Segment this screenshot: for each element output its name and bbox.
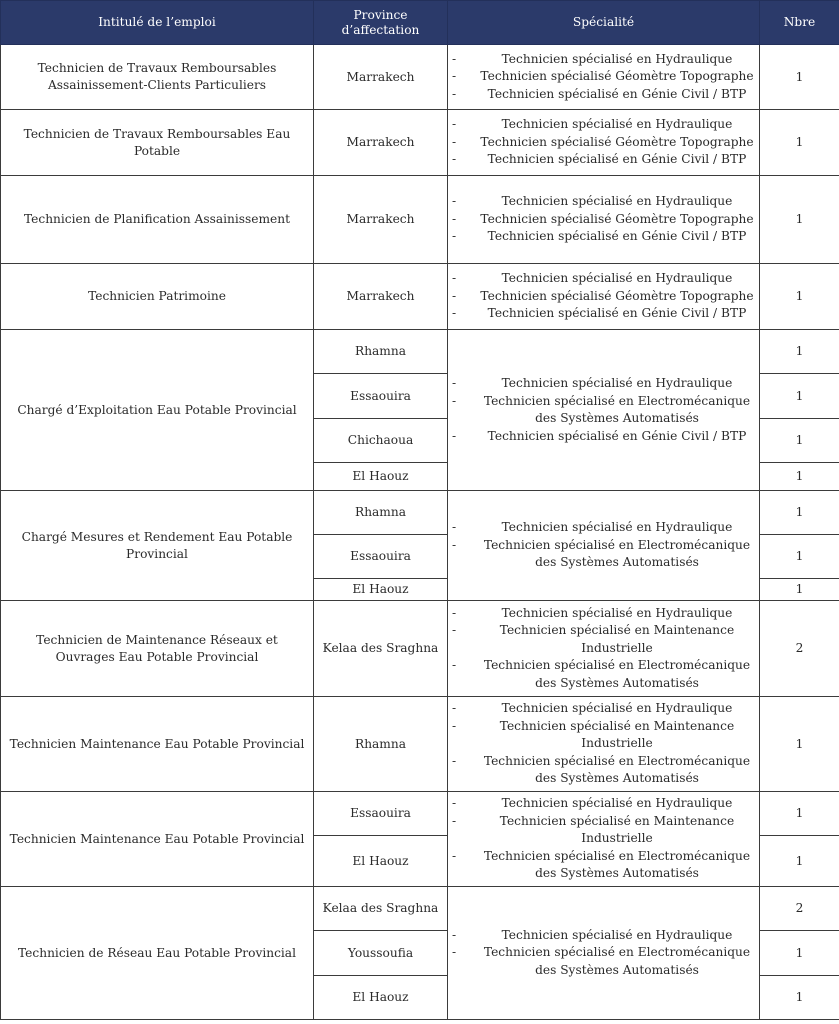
province-cell: El Haouz: [314, 836, 448, 887]
count-cell: 1: [760, 976, 839, 1020]
speciality-cell: [448, 887, 760, 1020]
count-cell: 1: [760, 110, 839, 176]
speciality-item: - Technicien spécialisé en Electromécanique des Systèmes Automatisés: [452, 537, 755, 572]
speciality-cell: [448, 697, 760, 792]
header-province: Province d’affectation: [314, 1, 448, 45]
speciality-cell: [448, 792, 760, 887]
job-title-cell: Chargé d’Exploitation Eau Potable Provincial: [1, 330, 314, 491]
speciality-item: - Technicien spécialisé en Hydraulique: [452, 116, 755, 134]
speciality-item: - Technicien spécialisé en Electromécanique des Systèmes Automatisés: [452, 393, 755, 428]
province-cell: El Haouz: [314, 463, 448, 491]
count-cell: 1: [760, 535, 839, 579]
speciality-item: - Technicien spécialisé en Hydraulique: [452, 700, 755, 718]
count-cell: 1: [760, 463, 839, 491]
speciality-list: [452, 795, 755, 883]
province-cell: Kelaa des Sraghna: [314, 601, 448, 697]
speciality-item: - Technicien spécialisé en Hydraulique: [452, 795, 755, 813]
table-row: [1, 330, 839, 374]
speciality-item: - Technicien spécialisé en Maintenance Industrielle: [452, 622, 755, 657]
speciality-item: - Technicien spécialisé en Hydraulique: [452, 193, 755, 211]
speciality-list: [452, 51, 755, 104]
table-row: [1, 491, 839, 535]
speciality-item: - Technicien spécialisé en Hydraulique: [452, 270, 755, 288]
province-cell: Rhamna: [314, 330, 448, 374]
speciality-cell: [448, 45, 760, 110]
province-cell: Marrakech: [314, 110, 448, 176]
count-cell: 2: [760, 601, 839, 697]
speciality-list: [452, 116, 755, 169]
province-cell: Marrakech: [314, 45, 448, 110]
header-job-title: Intitulé de l’emploi: [1, 1, 314, 45]
speciality-cell: [448, 110, 760, 176]
job-title-cell: Technicien de Travaux Remboursables Assainissement-Clients Particuliers: [1, 45, 314, 110]
table-row: [1, 110, 839, 176]
speciality-list: [452, 700, 755, 788]
province-cell: Rhamna: [314, 491, 448, 535]
count-cell: 1: [760, 836, 839, 887]
province-cell: Essaouira: [314, 792, 448, 836]
speciality-item: - Technicien spécialisé en Génie Civil / BTP: [452, 228, 755, 246]
header-speciality: Spécialité: [448, 1, 760, 45]
table-row: [1, 697, 839, 792]
province-cell: El Haouz: [314, 976, 448, 1020]
speciality-cell: [448, 264, 760, 330]
speciality-item: - Technicien spécialisé en Génie Civil / BTP: [452, 428, 755, 446]
speciality-list: [452, 375, 755, 445]
speciality-cell: [448, 330, 760, 491]
speciality-item: - Technicien spécialisé en Génie Civil / BTP: [452, 151, 755, 169]
speciality-item: - Technicien spécialisé en Hydraulique: [452, 375, 755, 393]
speciality-item: - Technicien spécialisé Géomètre Topographe: [452, 211, 755, 229]
header-count: Nbre: [760, 1, 839, 45]
job-title-cell: Technicien Maintenance Eau Potable Provincial: [1, 697, 314, 792]
job-title-cell: Chargé Mesures et Rendement Eau Potable Provincial: [1, 491, 314, 601]
job-title-cell: Technicien de Planification Assainissement: [1, 176, 314, 264]
header-row: [1, 1, 839, 45]
speciality-item: - Technicien spécialisé en Electromécanique des Systèmes Automatisés: [452, 753, 755, 788]
speciality-list: [452, 605, 755, 693]
count-cell: 1: [760, 330, 839, 374]
speciality-item: - Technicien spécialisé Géomètre Topographe: [452, 134, 755, 152]
speciality-item: - Technicien spécialisé en Génie Civil / BTP: [452, 305, 755, 323]
speciality-item: - Technicien spécialisé en Electromécanique des Systèmes Automatisés: [452, 657, 755, 692]
province-cell: Chichaoua: [314, 419, 448, 463]
count-cell: 1: [760, 792, 839, 836]
province-cell: Essaouira: [314, 374, 448, 419]
speciality-cell: [448, 601, 760, 697]
count-cell: 1: [760, 176, 839, 264]
province-cell: Marrakech: [314, 176, 448, 264]
job-title-cell: Technicien Maintenance Eau Potable Provincial: [1, 792, 314, 887]
speciality-item: - Technicien spécialisé en Electromécanique des Systèmes Automatisés: [452, 944, 755, 979]
speciality-list: [452, 193, 755, 246]
speciality-item: - Technicien spécialisé en Hydraulique: [452, 927, 755, 945]
count-cell: 1: [760, 579, 839, 601]
count-cell: 1: [760, 491, 839, 535]
province-cell: Marrakech: [314, 264, 448, 330]
province-cell: Rhamna: [314, 697, 448, 792]
table-row: [1, 176, 839, 264]
count-cell: 2: [760, 887, 839, 931]
table-row: [1, 45, 839, 110]
count-cell: 1: [760, 931, 839, 976]
speciality-cell: [448, 176, 760, 264]
province-cell: Kelaa des Sraghna: [314, 887, 448, 931]
job-title-cell: Technicien de Réseau Eau Potable Provincial: [1, 887, 314, 1020]
province-cell: El Haouz: [314, 579, 448, 601]
speciality-item: - Technicien spécialisé en Electromécanique des Systèmes Automatisés: [452, 848, 755, 883]
speciality-list: [452, 519, 755, 572]
count-cell: 1: [760, 374, 839, 419]
speciality-item: - Technicien spécialisé en Génie Civil / BTP: [452, 86, 755, 104]
count-cell: 1: [760, 45, 839, 110]
count-cell: 1: [760, 697, 839, 792]
job-title-cell: Technicien de Maintenance Réseaux et Ouvrages Eau Potable Provincial: [1, 601, 314, 697]
table-row: [1, 601, 839, 697]
province-cell: Essaouira: [314, 535, 448, 579]
speciality-item: - Technicien spécialisé Géomètre Topographe: [452, 68, 755, 86]
table-row: [1, 264, 839, 330]
count-cell: 1: [760, 419, 839, 463]
job-title-cell: Technicien Patrimoine: [1, 264, 314, 330]
speciality-item: - Technicien spécialisé Géomètre Topographe: [452, 288, 755, 306]
speciality-cell: [448, 491, 760, 601]
speciality-item: - Technicien spécialisé en Hydraulique: [452, 519, 755, 537]
speciality-item: - Technicien spécialisé en Maintenance Industrielle: [452, 813, 755, 848]
speciality-item: - Technicien spécialisé en Hydraulique: [452, 605, 755, 623]
speciality-item: - Technicien spécialisé en Maintenance Industrielle: [452, 718, 755, 753]
table-body: [1, 45, 839, 1020]
province-cell: Youssoufia: [314, 931, 448, 976]
count-cell: 1: [760, 264, 839, 330]
job-title-cell: Technicien de Travaux Remboursables Eau Potable: [1, 110, 314, 176]
speciality-list: [452, 927, 755, 980]
speciality-item: - Technicien spécialisé en Hydraulique: [452, 51, 755, 69]
speciality-list: [452, 270, 755, 323]
table-row: [1, 792, 839, 836]
table-row: [1, 887, 839, 931]
